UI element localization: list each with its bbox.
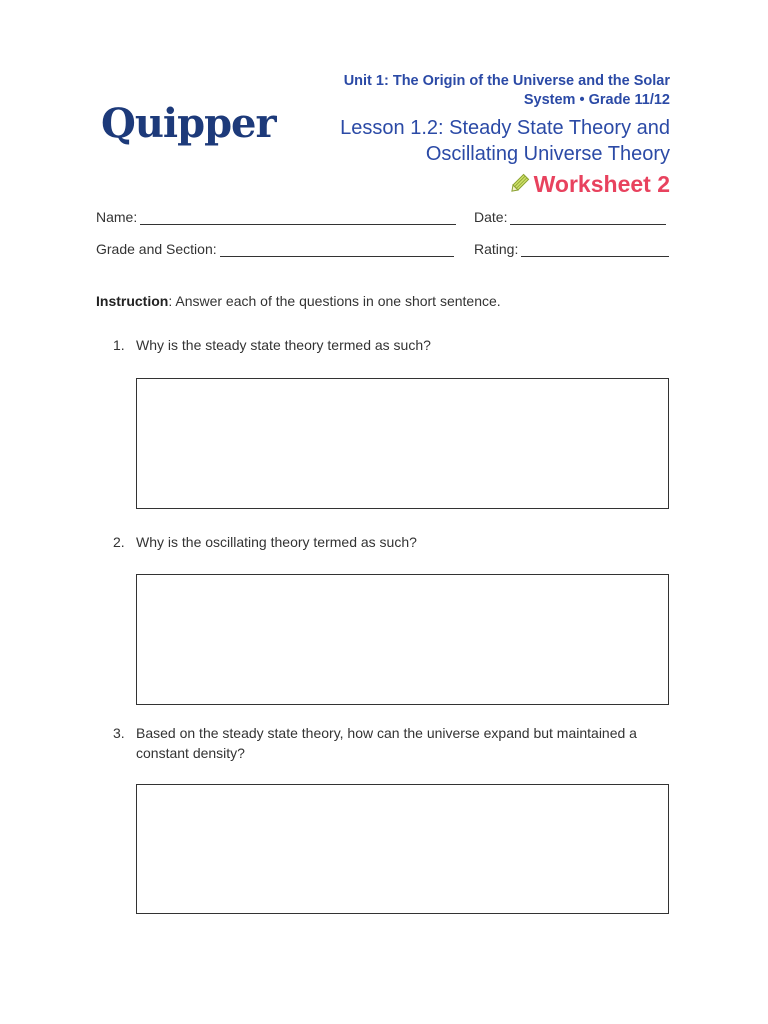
question-3-number: 3. [113,725,125,741]
grade-section-line[interactable] [220,242,454,257]
name-line[interactable] [140,210,456,225]
question-2-number: 2. [113,534,125,550]
question-3-text [136,723,676,763]
rating-line[interactable] [521,242,669,257]
unit-title-line-2: System • Grade 11/12 [523,92,670,108]
unit-title-line-1: Unit 1: The Origin of the Universe and the Solar [343,73,670,89]
worksheet-heading [270,169,670,206]
instruction [96,293,501,309]
question-3-line-2: constant density? [136,745,245,761]
answer-box-3[interactable] [136,784,669,914]
worksheet-title: Worksheet 2 [533,171,670,197]
question-2-text: Why is the oscillating theory termed as such? [136,534,417,550]
date-label: Date: [474,209,508,225]
pencil-icon [508,173,530,206]
grade-section-label: Grade and Section: [96,241,217,257]
question-1-number: 1. [113,337,125,353]
answer-box-1[interactable] [136,378,669,509]
unit-title [270,72,670,110]
lesson-title [270,115,670,167]
lesson-title-line-1: Lesson 1.2: Steady State Theory and [340,117,670,139]
date-line[interactable] [510,210,666,225]
quipper-logo: Quipper [101,100,276,147]
rating-field[interactable] [474,241,669,257]
instruction-text: : Answer each of the questions in one short sentence. [168,293,501,309]
header [270,72,670,206]
date-field[interactable] [474,209,666,225]
name-label: Name: [96,209,138,225]
question-3-line-1: Based on the steady state theory, how can the universe expand but maintained a [136,725,637,741]
lesson-title-line-2: Oscillating Universe Theory [425,143,670,165]
question-1-text: Why is the steady state theory termed as such? [136,337,431,353]
name-field[interactable] [96,209,456,225]
grade-section-field[interactable] [96,241,454,257]
instruction-label: Instruction [96,293,169,309]
rating-label: Rating: [474,241,519,257]
answer-box-2[interactable] [136,574,669,705]
